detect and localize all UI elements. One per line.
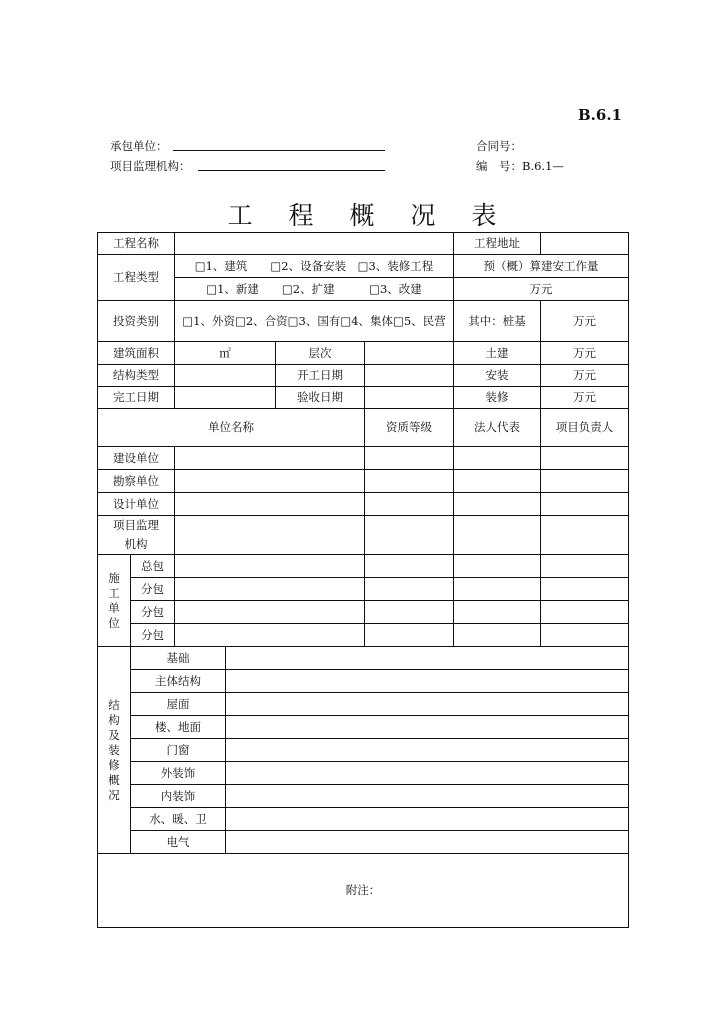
struct-item-interior: 内装饰 xyxy=(131,785,226,808)
table-row xyxy=(98,716,629,739)
project-type-options-1[interactable]: □1、建筑 □2、设备安装 □3、装修工程 xyxy=(175,255,454,278)
project-name-value[interactable] xyxy=(175,233,454,255)
decoration-unit: 万元 xyxy=(541,387,629,409)
legal-rep-header: 法人代表 xyxy=(454,409,541,447)
budget-label: 预（概）算建安工作量 xyxy=(454,255,629,278)
construction-unit-label: 施工单位 xyxy=(98,555,131,647)
project-type-options-2[interactable]: □1、新建 □2、扩建 □3、改建 xyxy=(175,278,454,301)
table-row xyxy=(98,447,629,470)
structure-type-value[interactable] xyxy=(175,365,276,387)
invest-type-label: 投资类别 xyxy=(98,301,175,342)
project-name-label: 工程名称 xyxy=(98,233,175,255)
civil-unit: 万元 xyxy=(541,342,629,365)
supervisor-field[interactable] xyxy=(198,158,385,171)
table-row xyxy=(98,493,629,516)
building-area-label: 建筑面积 xyxy=(98,342,175,365)
start-date-label: 开工日期 xyxy=(276,365,365,387)
table-row xyxy=(98,808,629,831)
install-unit: 万元 xyxy=(541,365,629,387)
general-contract-label: 总包 xyxy=(131,555,175,578)
supervision-unit-label: 项目监理机构 xyxy=(98,516,175,555)
table-row xyxy=(98,555,629,578)
completion-date-value[interactable] xyxy=(175,387,276,409)
table-row xyxy=(98,516,629,555)
project-address-label: 工程地址 xyxy=(454,233,541,255)
qualification-header: 资质等级 xyxy=(365,409,454,447)
sub-contract-label: 分包 xyxy=(131,578,175,601)
table-row xyxy=(98,601,629,624)
form-code: B.6.1 xyxy=(578,106,622,124)
structure-type-label: 结构类型 xyxy=(98,365,175,387)
struct-item-roof: 屋面 xyxy=(131,693,226,716)
notes-field[interactable]: 附注： xyxy=(98,854,629,928)
contractor-label: 承包单位： xyxy=(110,139,168,153)
struct-item-electrical: 电气 xyxy=(131,831,226,854)
page-title: 工 程 概 况 表 xyxy=(227,201,511,230)
survey-unit-label: 勘察单位 xyxy=(98,470,175,493)
contractor-field[interactable] xyxy=(173,138,385,151)
table-row xyxy=(98,693,629,716)
struct-item-main: 主体结构 xyxy=(131,670,226,693)
project-leader-header: 项目负责人 xyxy=(541,409,629,447)
budget-unit: 万元 xyxy=(454,278,629,301)
table-row xyxy=(98,647,629,670)
acceptance-date-value[interactable] xyxy=(365,387,454,409)
number-label: 编 号：B.6.1— xyxy=(476,159,564,173)
table-row xyxy=(98,470,629,493)
table-row xyxy=(98,762,629,785)
table-row xyxy=(98,739,629,762)
project-address-value[interactable] xyxy=(541,233,629,255)
struct-item-foundation: 基础 xyxy=(131,647,226,670)
sub-contract-label: 分包 xyxy=(131,624,175,647)
invest-options[interactable]: □1、外资□2、合资□3、国有□4、集体□5、民营 xyxy=(175,301,454,342)
struct-item-doors-windows: 门窗 xyxy=(131,739,226,762)
contract-no-label: 合同号： xyxy=(476,139,522,153)
install-label: 安装 xyxy=(454,365,541,387)
struct-item-exterior: 外装饰 xyxy=(131,762,226,785)
table-row xyxy=(98,831,629,854)
builder-unit-label: 建设单位 xyxy=(98,447,175,470)
struct-deco-label: 结构及装修概况 xyxy=(98,647,131,854)
pile-label: 其中：桩基 xyxy=(454,301,541,342)
building-area-value[interactable]: ㎡ xyxy=(175,342,276,365)
decoration-label: 装修 xyxy=(454,387,541,409)
completion-date-label: 完工日期 xyxy=(98,387,175,409)
table-row xyxy=(98,670,629,693)
table-row xyxy=(98,578,629,601)
sub-contract-label: 分包 xyxy=(131,601,175,624)
project-overview-table xyxy=(97,232,629,928)
struct-item-plumbing: 水、暖、卫 xyxy=(131,808,226,831)
start-date-value[interactable] xyxy=(365,365,454,387)
table-row xyxy=(98,624,629,647)
supervisor-label: 项目监理机构： xyxy=(110,159,191,173)
acceptance-date-label: 验收日期 xyxy=(276,387,365,409)
table-row xyxy=(98,785,629,808)
struct-item-floor: 楼、地面 xyxy=(131,716,226,739)
unit-name-header: 单位名称 xyxy=(98,409,365,447)
floors-value[interactable] xyxy=(365,342,454,365)
floors-label: 层次 xyxy=(276,342,365,365)
project-type-label: 工程类型 xyxy=(98,255,175,301)
design-unit-label: 设计单位 xyxy=(98,493,175,516)
pile-unit: 万元 xyxy=(541,301,629,342)
civil-label: 土建 xyxy=(454,342,541,365)
